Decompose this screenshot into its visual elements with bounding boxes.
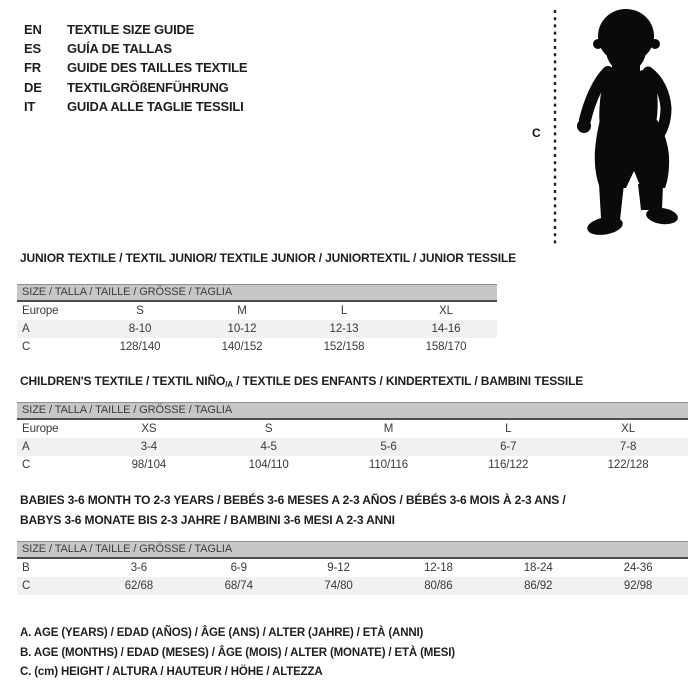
language-row-de (24, 78, 247, 97)
size-cell: M (383, 423, 394, 435)
value-cell: 3-4 (140, 441, 158, 453)
row-label: C (22, 580, 31, 592)
table-row-age (17, 320, 497, 338)
language-title: TEXTILGRÖßENFÜHRUNG (67, 79, 229, 95)
junior-section-title: JUNIOR TEXTILE / TEXTIL JUNIOR/ TEXTILE JUNIOR / JUNIORTEXTIL / JUNIOR TESSILE (20, 251, 516, 265)
table-row-age (17, 438, 688, 456)
value-cell: 80/86 (424, 580, 453, 592)
children-title-post: / TEXTILE DES ENFANTS / KINDERTEXTIL / BAMBINI TESSILE (232, 374, 584, 388)
footnote-height: C. (cm) HEIGHT / ALTURA / HAUTEUR / HÖHE / ALTEZZA (20, 666, 323, 679)
footnote-age-years: A. AGE (YEARS) / EDAD (AÑOS) / ÂGE (ANS) / ALTER (JAHRE) / ETÀ (ANNI) (20, 627, 424, 639)
value-cell: 98/104 (131, 459, 167, 471)
children-title-pre: CHILDREN'S TEXTILE / TEXTIL NIÑO (20, 374, 226, 388)
babies-title-line2: BABYS 3-6 MONATE BIS 2-3 JAHRE / BAMBINI 3-6 MESI A 2-3 ANNI (20, 513, 395, 527)
value-cell: 140/152 (221, 341, 263, 353)
children-size-table (17, 402, 688, 474)
footnote-age-months: B. AGE (MONTHS) / EDAD (MESES) / ÂGE (MOIS) / ALTER (MONATE) / ETÀ (MESI) (20, 646, 455, 659)
value-cell: 24-36 (623, 562, 653, 574)
value-cell: 12-18 (423, 562, 453, 574)
language-row-it (24, 97, 247, 116)
value-cell: 14-16 (431, 323, 461, 335)
junior-size-table (17, 284, 497, 356)
value-cell: 152/158 (323, 341, 365, 353)
table-row-europe (17, 302, 497, 320)
height-measure-label: C (532, 126, 541, 140)
row-label: A (22, 441, 30, 453)
babies-size-table (17, 541, 688, 595)
size-cell: XL (439, 305, 453, 317)
language-row-en (24, 20, 247, 39)
size-cell: S (136, 305, 144, 317)
language-title: TEXTILE SIZE GUIDE (67, 22, 195, 37)
row-label: Europe (22, 305, 59, 317)
row-label: C (22, 341, 31, 353)
value-cell: 128/140 (119, 341, 161, 353)
language-code: EN (24, 22, 42, 37)
size-cell: S (264, 423, 273, 435)
size-cell: L (505, 423, 512, 435)
language-code: FR (24, 60, 41, 76)
baby-silhouette-icon (548, 6, 698, 246)
table-row-height (17, 456, 688, 474)
language-title: GUÍA DE TALLAS (67, 41, 172, 57)
value-cell: 6-7 (500, 441, 517, 453)
value-cell: 9-12 (327, 562, 350, 574)
babies-title-line1: BABIES 3-6 MONTH TO 2-3 YEARS / BEBÉS 3-6 MESES A 2-3 AÑOS / BÉBÉS 3-6 MOIS À 2-3 ANS / (20, 493, 566, 507)
table-row-europe (17, 420, 688, 438)
value-cell: 4-5 (260, 441, 277, 453)
row-label: A (22, 323, 30, 335)
table-row-height (17, 577, 688, 595)
children-section-title (20, 375, 583, 391)
value-cell: 116/122 (488, 459, 529, 471)
value-cell: 86/92 (524, 580, 553, 592)
value-cell: 74/80 (324, 580, 353, 592)
language-code: DE (24, 79, 42, 95)
value-cell: 3-6 (130, 562, 148, 574)
row-label: C (22, 459, 31, 471)
size-cell: XL (621, 423, 636, 435)
value-cell: 122/128 (607, 459, 649, 471)
value-cell: 68/74 (224, 580, 253, 592)
value-cell: 8-10 (128, 323, 152, 335)
size-header-bar: SIZE / TALLA / TAILLE / GRÖSSE / TAGLIA (17, 402, 688, 420)
value-cell: 12-13 (329, 323, 359, 335)
row-label: B (22, 562, 30, 574)
value-cell: 5-6 (380, 441, 397, 453)
value-cell: 10-12 (227, 323, 257, 335)
language-code: IT (24, 98, 36, 114)
value-cell: 62/68 (124, 580, 154, 592)
table-row-months (17, 559, 688, 577)
language-title: GUIDA ALLE TAGLIE TESSILI (67, 98, 244, 114)
size-cell: L (340, 305, 348, 317)
children-title-sub: /A (225, 380, 233, 389)
value-cell: 92/98 (623, 580, 653, 592)
babies-section-title (20, 490, 566, 530)
value-cell: 158/170 (425, 341, 467, 353)
size-header-bar: SIZE / TALLA / TAILLE / GRÖSSE / TAGLIA (17, 541, 688, 559)
row-label: Europe (22, 423, 59, 435)
value-cell: 18-24 (523, 562, 553, 574)
value-cell: 110/116 (368, 459, 409, 471)
table-row-height (17, 338, 497, 356)
value-cell: 7-8 (619, 441, 637, 453)
language-code: ES (24, 41, 41, 57)
language-row-fr (24, 58, 247, 77)
size-header-bar: SIZE / TALLA / TAILLE / GRÖSSE / TAGLIA (17, 284, 497, 302)
language-list (24, 20, 247, 116)
value-cell: 6-9 (230, 562, 247, 574)
size-cell: XS (141, 423, 157, 435)
value-cell: 104/110 (248, 459, 289, 471)
language-row-es (24, 39, 247, 58)
size-cell: M (237, 305, 247, 317)
footnotes (20, 624, 455, 683)
language-title: GUIDE DES TAILLES TEXTILE (67, 60, 248, 76)
